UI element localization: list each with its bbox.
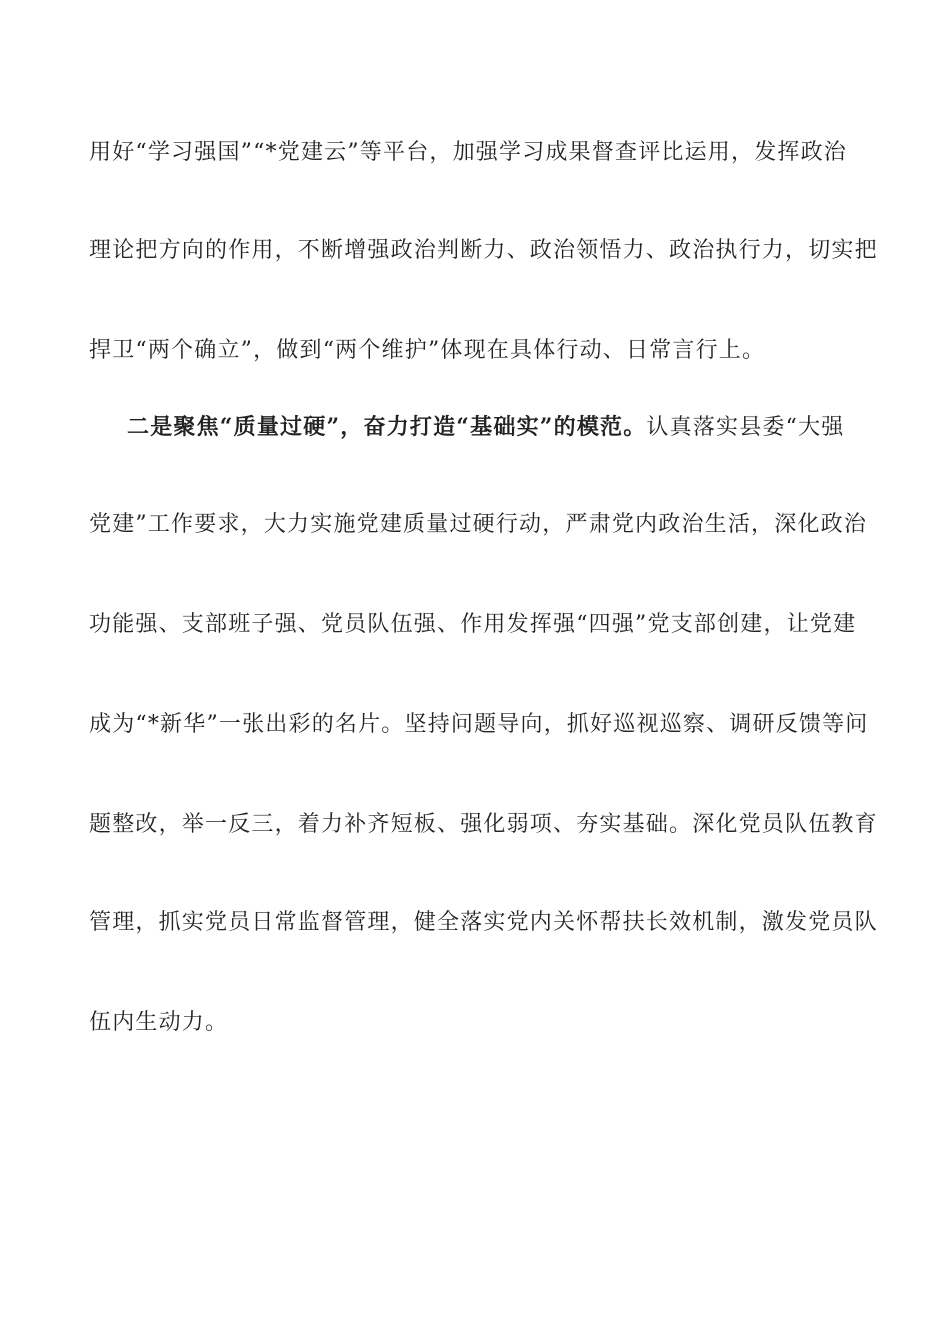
text-line: 管理，抓实党员日常监督管理，健全落实党内关怀帮扶长效机制，激发党员队 [89,910,878,935]
text-line: 成为“*新华”一张出彩的名片。坚持问题导向，抓好巡视巡察、调研反馈等问 [89,712,869,737]
text-line: 题整改，举一反三，着力补齐短板、强化弱项、夯实基础。深化党员队伍教育 [89,812,878,837]
text-line: 理论把方向的作用，不断增强政治判断力、政治领悟力、政治执行力，切实把 [89,238,878,263]
section-heading: 二是聚焦“质量过硬”，奋力打造“基础实”的模范。 [127,414,647,440]
text-line: 伍内生动力。 [89,1010,229,1035]
text-line: 用好“学习强国”“*党建云”等平台，加强学习成果督查评比运用，发挥政治 [89,140,847,165]
text-line: 党建”工作要求，大力实施党建质量过硬行动，严肃党内政治生活，深化政治 [89,512,868,537]
text-line [127,414,907,441]
text-run: 认真落实县委“大强 [646,415,845,440]
text-line: 功能强、支部班子强、党员队伍强、作用发挥强“四强”党支部创建，让党建 [89,612,857,637]
text-line: 捍卫“两个确立”，做到“两个维护”体现在具体行动、日常言行上。 [89,338,766,363]
